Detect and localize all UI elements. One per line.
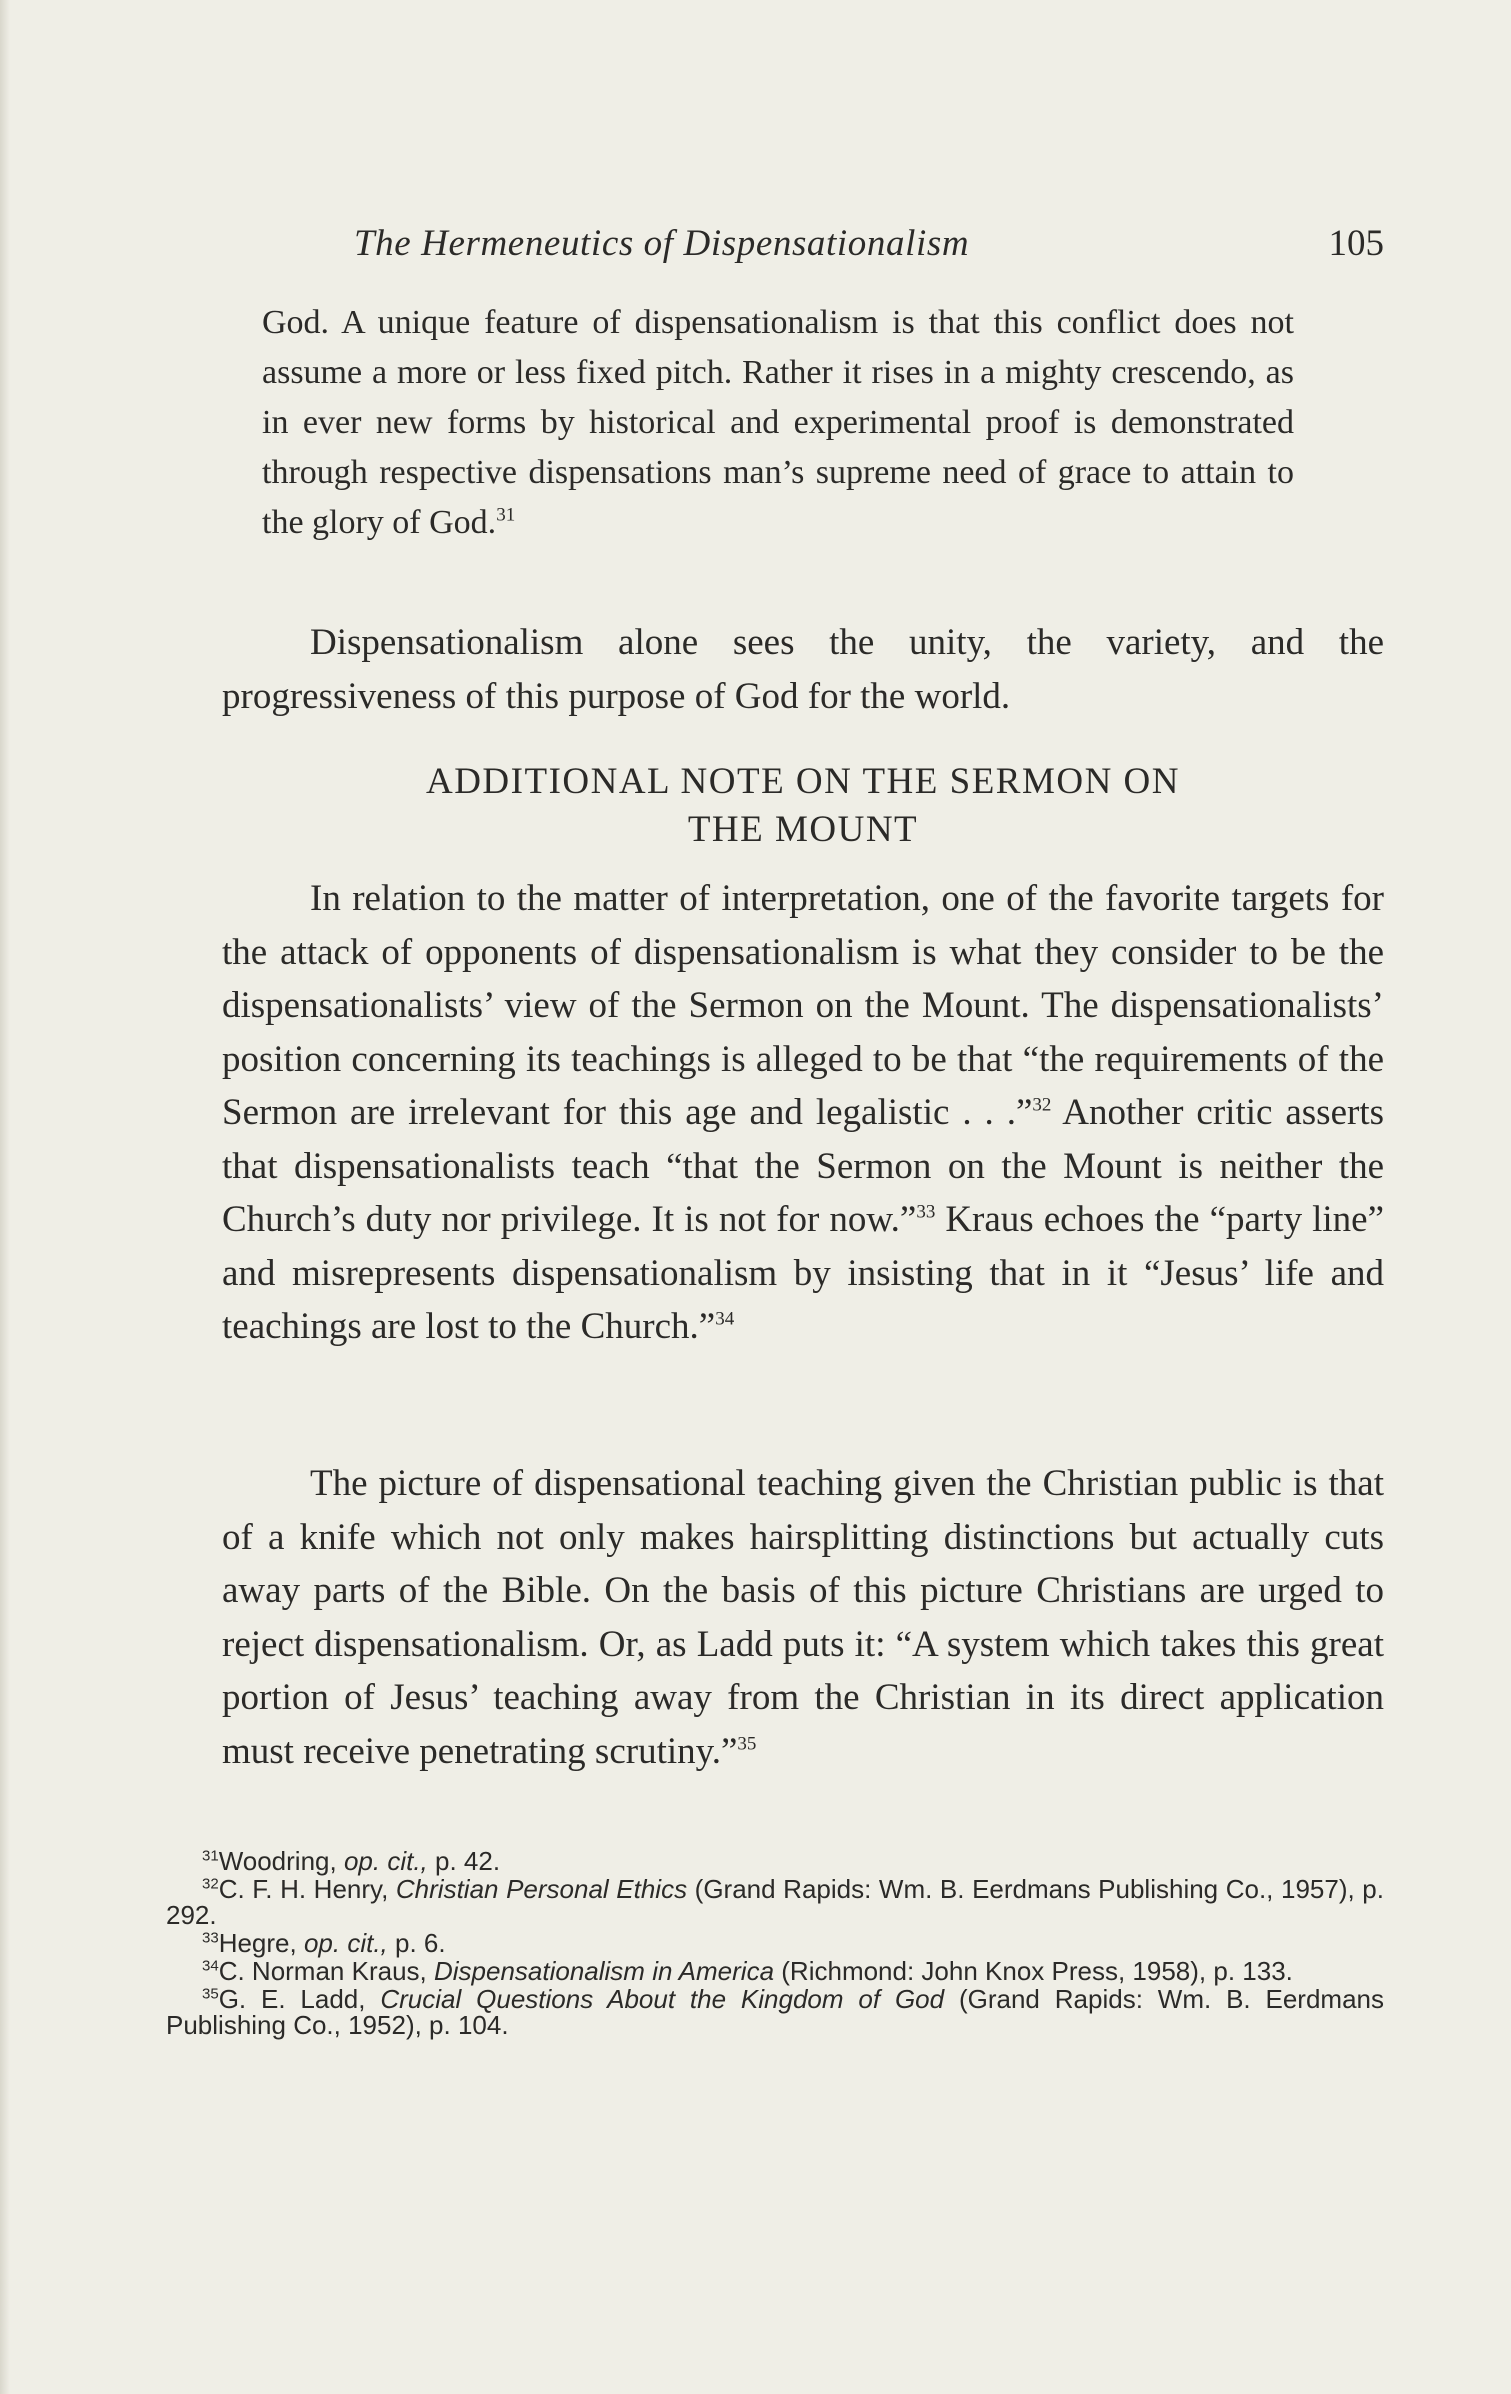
note-reference-31: 31 (496, 504, 516, 526)
footnote-title: op. cit., (343, 1846, 428, 1876)
section-heading-line-1: ADDITIONAL NOTE ON THE SERMON ON (425, 761, 1181, 802)
page-edge-shadow (0, 0, 10, 2394)
paragraph-text: Another critic asserts that dispensationalists teach “that the Sermon on the Mount is neither the Church’s duty nor privilege. It is not for now.” (222, 1092, 1384, 1240)
footnote-text: p. 6. (387, 1928, 446, 1958)
note-reference-33: 33 (916, 1201, 936, 1223)
paragraph-text: In relation to the matter of interpretation, one of the favorite targets for the attack of opponents of dispensationalism is what they consider to be the dispensationalists’ view of the Sermon on the Mount. The dispensationalists’ position concerning its teachings is alleged to be that “the requirements of the Sermon are irrelevant for this age and legalistic . . .” (222, 878, 1384, 1133)
paragraph-interpretation (222, 872, 1384, 1354)
paragraph-picture (222, 1457, 1384, 1778)
footnote (166, 1986, 1384, 2038)
footnote-number: 35 (202, 1985, 219, 2003)
footnote-text: (Grand Rapids: Wm. B. Eerdmans Publishing Co., 1957), p. 292. (166, 1874, 1384, 1930)
footnote-text: (Richmond: John Knox Press, 1958), p. 133. (774, 1956, 1293, 1986)
footnote-text: (Grand Rapids: Wm. B. Eerdmans Publishing Co., 1952), p. 104. (166, 1984, 1384, 2040)
footnotes (166, 1848, 1384, 2040)
footnote-number: 34 (202, 1957, 219, 1975)
footnote-number: 31 (202, 1847, 219, 1865)
note-reference-35: 35 (737, 1733, 757, 1755)
running-head (222, 222, 1384, 272)
note-reference-34: 34 (715, 1308, 735, 1330)
section-heading (222, 758, 1384, 854)
footnote-title: Christian Personal Ethics (395, 1874, 688, 1904)
footnote-text: C. F. H. Henry, (218, 1874, 396, 1904)
running-title: The Hermeneutics of Dispensationalism (354, 223, 970, 264)
block-quote-text: God. A unique feature of dispensationalism is that this conflict does not assume a more or less fixed pitch. Rather it rises in a mighty crescendo, as in ever new forms by historical and experimental proof is demonstrated through respective dispensations man’s supreme need of grace to attain to the glory of God. (262, 304, 1294, 541)
paragraph-text: Kraus echoes the “party line” and misrepresents dispensationalism by insisting that in it “Jesus’ life and teachings are lost to the Church.” (222, 1199, 1384, 1347)
paragraph-text: The picture of dispensational teaching given the Christian public is that of a knife which not only makes hairsplitting distinctions but actually cuts away parts of the Bible. On the basis of this picture Christians are urged to reject dispensationalism. Or, as Ladd puts it: “A system which takes this great portion of Jesus’ teaching away from the Christian in its direct application must receive penetrating scrutiny.” (222, 1463, 1384, 1772)
footnote-title: Dispensationalism in America (433, 1956, 775, 1986)
note-reference-32: 32 (1032, 1094, 1052, 1116)
footnote-text: C. Norman Kraus, (218, 1956, 434, 1986)
footnote-number: 33 (202, 1929, 219, 1947)
page-number: 105 (1328, 223, 1384, 264)
footnote (166, 1876, 1384, 1928)
block-quote (262, 298, 1294, 548)
footnote (166, 1930, 1384, 1956)
footnote-text: Hegre, (218, 1928, 304, 1958)
footnote-title: op. cit., (303, 1928, 388, 1958)
footnote-text: Woodring, (218, 1846, 344, 1876)
footnote (166, 1848, 1384, 1874)
section-heading-line-2: THE MOUNT (687, 809, 919, 850)
footnote-title: Crucial Questions About the Kingdom of God (380, 1984, 945, 2014)
footnote (166, 1958, 1384, 1984)
footnote-number: 32 (202, 1875, 219, 1893)
footnote-text: p. 42. (427, 1846, 501, 1876)
footnote-text: G. E. Ladd, (218, 1984, 381, 2014)
paragraph-unity: Dispensationalism alone sees the unity, the variety, and the progressiveness of this purpose of God for the world. (222, 622, 1384, 717)
